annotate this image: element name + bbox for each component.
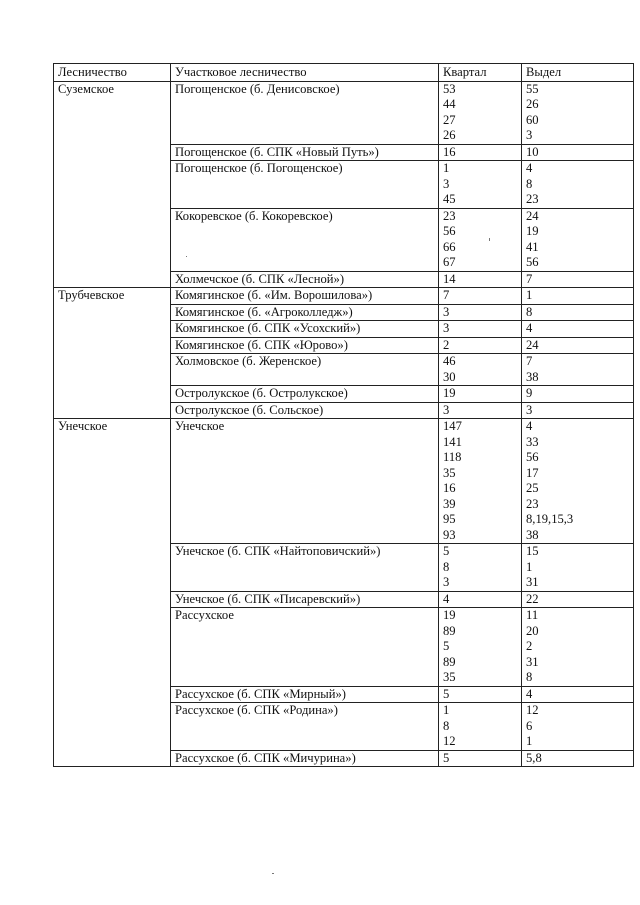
vydel-value: 4 (526, 161, 533, 175)
vydel-value: 26 (526, 97, 539, 111)
kvartal-cell (439, 386, 522, 403)
kvartal-value: 3 (443, 176, 450, 191)
kvartal-value: 53 (443, 81, 456, 96)
table-body (54, 81, 634, 767)
kvartal-cell (439, 337, 522, 354)
vydel-value: 38 (526, 369, 539, 384)
district-cell: Остролукское (б. Остролукское) (171, 386, 439, 403)
vydel-cell (522, 208, 634, 271)
kvartal-cell (439, 354, 522, 386)
vydel-cell (522, 386, 634, 403)
vydel-value: 5,8 (526, 750, 542, 765)
district-cell: Рассухское (171, 608, 439, 687)
kvartal-value: 3 (443, 321, 450, 335)
vydel-value: 56 (526, 450, 539, 464)
district-cell: Холмечское (б. СПК «Лесной») (171, 271, 439, 288)
vydel-value: 33 (526, 434, 539, 449)
vydel-value: 60 (526, 112, 539, 127)
district-cell: Погощенское (б. Погощенское) (171, 161, 439, 209)
scan-speck (186, 256, 187, 257)
kvartal-value: 27 (443, 112, 456, 127)
forestry-cell: Унечское (54, 419, 171, 767)
district-cell: Рассухское (б. СПК «Мирный») (171, 686, 439, 703)
header-kvartal: Квартал (439, 64, 522, 82)
vydel-cell (522, 304, 634, 321)
vydel-value: 17 (526, 465, 539, 480)
vydel-cell (522, 321, 634, 338)
vydel-value: 8 (526, 304, 533, 319)
kvartal-value: 5 (443, 544, 450, 558)
kvartal-cell (439, 544, 522, 592)
vydel-cell (522, 608, 634, 687)
kvartal-cell (439, 703, 522, 751)
vydel-value: 8,19,15,3 (526, 512, 574, 526)
vydel-cell (522, 750, 634, 767)
vydel-value: 11 (526, 608, 539, 622)
vydel-value: 1 (526, 734, 533, 748)
kvartal-value: 5 (443, 750, 450, 765)
kvartal-value: 46 (443, 354, 456, 368)
scan-speck (272, 873, 274, 874)
kvartal-value: 14 (443, 271, 456, 286)
kvartal-cell (439, 144, 522, 161)
vydel-value: 3 (526, 402, 533, 417)
vydel-value: 12 (526, 703, 539, 717)
table-row (54, 419, 634, 544)
kvartal-value: 2 (443, 337, 450, 352)
vydel-value: 31 (526, 575, 539, 589)
vydel-value: 6 (526, 718, 533, 733)
vydel-value: 1 (526, 288, 533, 302)
vydel-value: 1 (526, 559, 533, 574)
kvartal-value: 8 (443, 718, 450, 733)
kvartal-cell (439, 208, 522, 271)
kvartal-value: 39 (443, 496, 456, 511)
vydel-cell (522, 686, 634, 703)
vydel-value: 24 (526, 337, 539, 352)
vydel-value: 10 (526, 144, 539, 159)
district-cell: Комягинское (б. «Агроколледж») (171, 304, 439, 321)
kvartal-value: 26 (443, 128, 456, 142)
kvartal-value: 44 (443, 97, 456, 111)
district-cell: Комягинское (б. СПК «Юрово») (171, 337, 439, 354)
district-cell: Кокоревское (б. Кокоревское) (171, 208, 439, 271)
kvartal-value: 8 (443, 559, 450, 574)
kvartal-value: 89 (443, 623, 456, 638)
district-cell: Погощенское (б. СПК «Новый Путь») (171, 144, 439, 161)
kvartal-value: 12 (443, 734, 456, 748)
kvartal-value: 3 (443, 304, 450, 319)
vydel-cell (522, 703, 634, 751)
vydel-value: 15 (526, 544, 539, 558)
vydel-cell (522, 354, 634, 386)
kvartal-cell (439, 591, 522, 608)
vydel-value: 3 (526, 128, 533, 142)
kvartal-value: 67 (443, 255, 456, 269)
kvartal-value: 16 (443, 481, 456, 495)
kvartal-cell (439, 81, 522, 144)
kvartal-cell (439, 402, 522, 419)
vydel-cell (522, 271, 634, 288)
district-cell: Остролукское (б. Сольское) (171, 402, 439, 419)
vydel-value: 24 (526, 208, 539, 223)
vydel-value: 7 (526, 271, 533, 286)
vydel-value: 7 (526, 354, 533, 368)
vydel-value: 31 (526, 654, 539, 669)
vydel-value: 55 (526, 81, 539, 96)
forestry-table (53, 63, 634, 767)
vydel-value: 56 (526, 255, 539, 269)
vydel-value: 20 (526, 623, 539, 638)
district-cell: Комягинское (б. «Им. Ворошилова») (171, 288, 439, 305)
kvartal-value: 93 (443, 527, 456, 542)
vydel-value: 4 (526, 686, 533, 701)
vydel-value: 38 (526, 527, 539, 542)
kvartal-value: 35 (443, 670, 456, 684)
kvartal-value: 66 (443, 239, 456, 254)
kvartal-value: 19 (443, 608, 456, 622)
vydel-value: 9 (526, 386, 533, 400)
vydel-cell (522, 591, 634, 608)
header-district: Участковое лесничество (171, 64, 439, 82)
vydel-cell (522, 419, 634, 544)
district-cell: Рассухское (б. СПК «Мичурина») (171, 750, 439, 767)
vydel-value: 41 (526, 239, 539, 254)
kvartal-value: 3 (443, 575, 450, 589)
kvartal-cell (439, 419, 522, 544)
kvartal-value: 19 (443, 386, 456, 400)
kvartal-cell (439, 271, 522, 288)
kvartal-cell (439, 608, 522, 687)
vydel-value: 8 (526, 670, 533, 684)
district-cell: Рассухское (б. СПК «Родина») (171, 703, 439, 751)
kvartal-value: 147 (443, 419, 462, 433)
kvartal-cell (439, 321, 522, 338)
scan-speck (489, 238, 490, 241)
header-forestry: Лесничество (54, 64, 171, 82)
kvartal-cell (439, 686, 522, 703)
kvartal-cell (439, 304, 522, 321)
district-cell: Унечское (171, 419, 439, 544)
kvartal-cell (439, 288, 522, 305)
vydel-cell (522, 337, 634, 354)
kvartal-value: 56 (443, 224, 456, 238)
kvartal-value: 35 (443, 465, 456, 480)
table-row (54, 288, 634, 305)
district-cell: Комягинское (б. СПК «Усохский») (171, 321, 439, 338)
district-cell: Унечское (б. СПК «Найтоповичский») (171, 544, 439, 592)
vydel-value: 25 (526, 481, 539, 495)
kvartal-cell (439, 750, 522, 767)
kvartal-value: 4 (443, 591, 450, 606)
kvartal-value: 89 (443, 654, 456, 669)
vydel-cell (522, 544, 634, 592)
kvartal-value: 5 (443, 639, 450, 653)
kvartal-value: 23 (443, 208, 456, 223)
vydel-value: 23 (526, 192, 539, 206)
kvartal-value: 30 (443, 369, 456, 384)
vydel-cell (522, 144, 634, 161)
kvartal-value: 118 (443, 450, 462, 464)
kvartal-value: 16 (443, 144, 456, 159)
vydel-value: 23 (526, 496, 539, 511)
kvartal-value: 45 (443, 192, 456, 206)
header-vydel: Выдел (522, 64, 634, 82)
vydel-value: 2 (526, 639, 533, 653)
table-row (54, 81, 634, 144)
district-cell: Холмовское (б. Жеренское) (171, 354, 439, 386)
vydel-cell (522, 81, 634, 144)
vydel-cell (522, 161, 634, 209)
forestry-cell: Трубчевское (54, 288, 171, 419)
vydel-value: 22 (526, 591, 539, 606)
forestry-cell: Суземское (54, 81, 171, 288)
district-cell: Погощенское (б. Денисовское) (171, 81, 439, 144)
kvartal-cell (439, 161, 522, 209)
kvartal-value: 1 (443, 161, 450, 175)
kvartal-value: 141 (443, 434, 462, 449)
district-cell: Унечское (б. СПК «Писаревский») (171, 591, 439, 608)
vydel-value: 4 (526, 321, 533, 335)
kvartal-value: 1 (443, 703, 450, 717)
vydel-cell (522, 288, 634, 305)
kvartal-value: 7 (443, 288, 450, 302)
vydel-cell (522, 402, 634, 419)
header-row (54, 64, 634, 82)
vydel-value: 8 (526, 176, 533, 191)
vydel-value: 4 (526, 419, 533, 433)
kvartal-value: 3 (443, 402, 450, 417)
vydel-value: 19 (526, 224, 539, 238)
kvartal-value: 95 (443, 512, 456, 526)
kvartal-value: 5 (443, 686, 450, 701)
